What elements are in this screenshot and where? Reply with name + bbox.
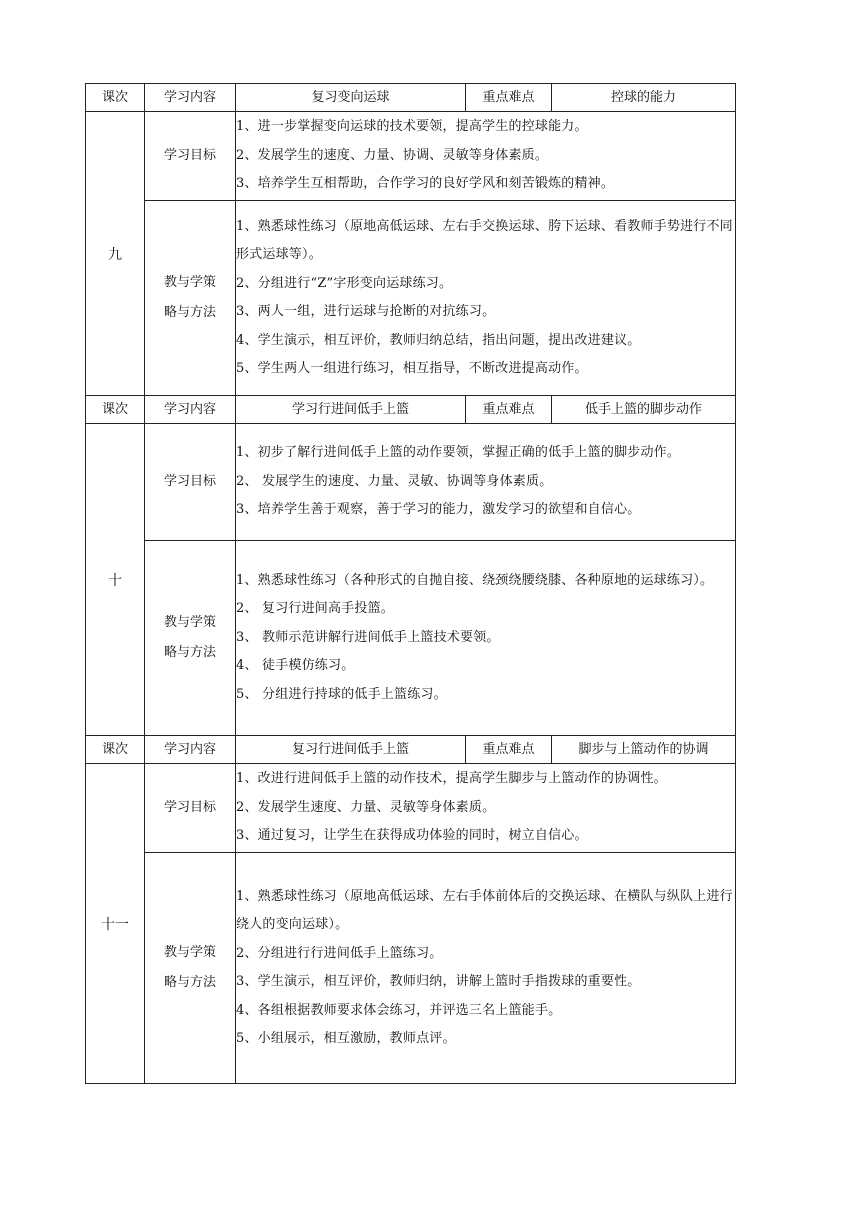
strategy-content bbox=[236, 201, 736, 396]
strategy-item: 5、小组展示，相互激励，教师点评。 bbox=[236, 1031, 456, 1046]
strategy-label bbox=[145, 853, 236, 1084]
goal-item: 1、初步了解行进间低手上篮的动作要领，掌握正确的低手上篮的脚步动作。 bbox=[236, 445, 681, 461]
strategy-item: 1、熟悉球性练习（原地高低运球、左右手交换运球、胯下运球、看教师手势进行不同形式运球等）。 bbox=[236, 218, 733, 262]
goals-row bbox=[86, 424, 736, 541]
strategy-item: 4、各组根据教师要求体会练习，并评选三名上篮能手。 bbox=[236, 1002, 562, 1018]
header-content-label: 学习内容 bbox=[145, 84, 236, 112]
header-content-label: 学习内容 bbox=[145, 736, 236, 764]
goal-item: 2、发展学生速度、力量、灵敏等身体素质。 bbox=[236, 799, 496, 815]
strategy-item: 2、 复习行进间高手投篮。 bbox=[236, 601, 395, 617]
goal-item: 3、培养学生互相帮助，合作学习的良好学风和刻苦锻炼的精神。 bbox=[236, 176, 615, 192]
strategy-item: 2、分组进行“Z”字形变向运球练习。 bbox=[236, 275, 453, 291]
header-lesson-no-label: 课次 bbox=[86, 736, 145, 764]
strategy-label bbox=[145, 201, 236, 396]
lesson-content-title: 学习行进间低手上篮 bbox=[236, 396, 466, 424]
strategy-label-line: 教与学策 bbox=[163, 945, 216, 960]
strategy-row bbox=[86, 201, 736, 396]
strategy-label-line: 略与方法 bbox=[163, 305, 216, 320]
goal-item: 3、培养学生善于观察，善于学习的能力，激发学习的欲望和自信心。 bbox=[236, 502, 641, 518]
header-focus-label: 重点难点 bbox=[466, 736, 552, 764]
strategy-label-line: 教与学策 bbox=[163, 615, 216, 630]
goals-label: 学习目标 bbox=[145, 424, 236, 541]
goals-label: 学习目标 bbox=[145, 112, 236, 201]
header-lesson-no-label: 课次 bbox=[86, 396, 145, 424]
strategy-item: 4、学生演示，相互评价，教师归纳总结，指出问题，提出改进建议。 bbox=[236, 332, 641, 348]
lesson-header-row bbox=[86, 396, 736, 424]
header-content-label: 学习内容 bbox=[145, 396, 236, 424]
strategy-label-line: 略与方法 bbox=[163, 975, 216, 990]
strategy-content bbox=[236, 853, 736, 1084]
lesson-number: 九 bbox=[86, 112, 145, 396]
strategy-row bbox=[86, 541, 736, 736]
strategy-row bbox=[86, 853, 736, 1084]
strategy-item: 3、 教师示范讲解行进间低手上篮技术要领。 bbox=[236, 629, 500, 645]
goal-item: 3、通过复习，让学生在获得成功体验的同时，树立自信心。 bbox=[236, 828, 588, 844]
lesson-focus-value: 低手上篮的脚步动作 bbox=[552, 396, 736, 424]
goals-label: 学习目标 bbox=[145, 764, 236, 853]
goals-row bbox=[86, 764, 736, 853]
header-focus-label: 重点难点 bbox=[466, 396, 552, 424]
lesson-header-row bbox=[86, 736, 736, 764]
strategy-item: 4、 徒手模仿练习。 bbox=[236, 658, 355, 674]
lesson-number: 十 bbox=[86, 424, 145, 736]
lesson-header-row bbox=[86, 84, 736, 112]
strategy-item: 5、学生两人一组进行练习，相互指导，不断改进提高动作。 bbox=[236, 361, 588, 376]
goal-item: 2、发展学生的速度、力量、协调、灵敏等身体素质。 bbox=[236, 147, 549, 163]
strategy-item: 3、两人一组，进行运球与抢断的对抗练习。 bbox=[236, 304, 496, 319]
goals-content bbox=[236, 112, 736, 201]
header-focus-label: 重点难点 bbox=[466, 84, 552, 112]
strategy-item: 2、分组进行行进间低手上篮练习。 bbox=[236, 945, 443, 961]
lesson-content-title: 复习变向运球 bbox=[236, 84, 466, 112]
strategy-item: 1、熟悉球性练习（各种形式的自抛自接、绕颈绕腰绕膝、各种原地的运球练习）。 bbox=[236, 572, 714, 588]
goal-item: 1、改进行进间低手上篮的动作技术，提高学生脚步与上篮动作的协调性。 bbox=[236, 771, 667, 787]
strategy-label bbox=[145, 541, 236, 736]
lesson-focus-value: 控球的能力 bbox=[552, 84, 736, 112]
strategy-item: 1、熟悉球性练习（原地高低运球、左右手体前体后的交换运球、在横队与纵队上进行绕人的变向运球）。 bbox=[236, 888, 733, 932]
lesson-plan-table bbox=[85, 83, 736, 1084]
goals-row bbox=[86, 112, 736, 201]
header-lesson-no-label: 课次 bbox=[86, 84, 145, 112]
strategy-label-line: 教与学策 bbox=[163, 275, 216, 290]
strategy-item: 5、 分组进行持球的低手上篮练习。 bbox=[236, 686, 447, 702]
lesson-content-title: 复习行进间低手上篮 bbox=[236, 736, 466, 764]
goals-content bbox=[236, 424, 736, 541]
strategy-content bbox=[236, 541, 736, 736]
lesson-number: 十一 bbox=[86, 764, 145, 1084]
goals-content bbox=[236, 764, 736, 853]
lesson-focus-value: 脚步与上篮动作的协调 bbox=[552, 736, 736, 764]
goal-item: 1、进一步掌握变向运球的技术要领，提高学生的控球能力。 bbox=[236, 119, 588, 135]
strategy-label-line: 略与方法 bbox=[163, 645, 216, 660]
goal-item: 2、 发展学生的速度、力量、灵敏、协调等身体素质。 bbox=[236, 473, 553, 489]
strategy-item: 3、学生演示，相互评价，教师归纳，讲解上篮时手指拨球的重要性。 bbox=[236, 974, 641, 989]
